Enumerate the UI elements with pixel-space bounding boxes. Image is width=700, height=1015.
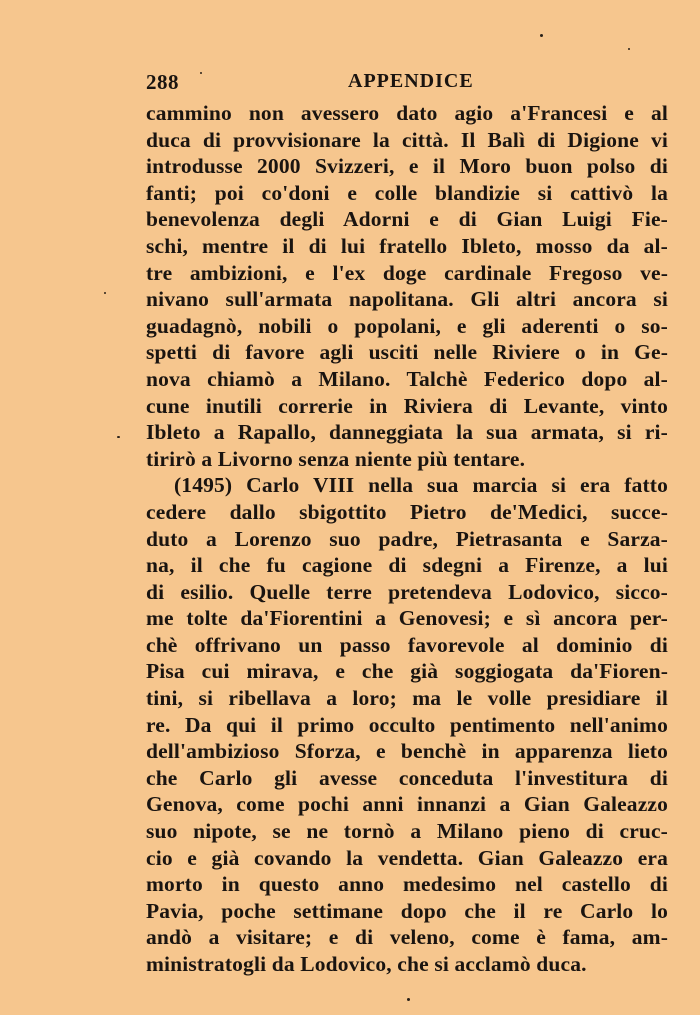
text-line: duca di provvisionare la città. Il Balì di Digione vi <box>146 127 668 152</box>
text-line: guadagnò, nobili o popolani, e gli aderenti o so- <box>146 313 668 338</box>
text-line: re. Da qui il primo occulto pentimento nell'animo <box>146 712 668 737</box>
text-line: me tolte da'Fiorentini a Genovesi; e sì ancora per- <box>146 606 668 631</box>
text-line: cedere dallo sbigottito Pietro de'Medici, succe- <box>146 499 668 524</box>
text-line: che Carlo gli avesse conceduta l'investitura di <box>146 765 668 790</box>
text-line: Pisa cui mirava, e che già soggiogata da'Fioren- <box>146 659 668 684</box>
text-line: nivano sull'armata napolitana. Gli altri ancora si <box>146 287 668 312</box>
paper-speck <box>407 998 410 1001</box>
text-line: ministratogli da Lodovico, che si acclamò duca. <box>146 952 587 976</box>
page-header <box>146 70 668 98</box>
text-line: Pavia, poche settimane dopo che il re Carlo lo <box>146 898 668 923</box>
text-line: benevolenza degli Adorni e di Gian Luigi Fie- <box>146 207 668 232</box>
page-number: 288 <box>146 70 179 94</box>
text-line: Ibleto a Rapallo, danneggiata la sua armata, si ri- <box>146 420 668 445</box>
running-head: APPENDICE <box>348 70 474 92</box>
body-text <box>146 100 668 978</box>
paper-speck <box>104 292 106 294</box>
text-line: spetti di favore agli usciti nelle Riviere o in Ge- <box>146 340 668 365</box>
paragraph-start-line: (1495) Carlo VIII nella sua marcia si era fatto <box>174 473 668 498</box>
text-line: tre ambizioni, e l'ex doge cardinale Fregoso ve- <box>146 260 668 285</box>
text-line: fanti; poi co'doni e colle blandizie si cattivò la <box>146 180 668 205</box>
text-line: cammino non avessero dato agio a'Francesi e al <box>146 101 668 125</box>
text-line: cune inutili correrie in Riviera di Levante, vinto <box>146 393 668 418</box>
text-line: di esilio. Quelle terre pretendeva Lodovico, sicco- <box>146 579 668 604</box>
text-line: duto a Lorenzo suo padre, Pietrasanta e Sarza- <box>146 526 668 551</box>
paper-speck <box>200 72 202 74</box>
text-line: dell'ambizioso Sforza, e benchè in apparenza lieto <box>146 739 668 764</box>
text-line: suo nipote, se ne tornò a Milano pieno di cruc- <box>146 819 668 844</box>
text-line: tini, si ribellava a loro; ma le volle presidiare il <box>146 686 668 711</box>
text-line: chè offrivano un passo favorevole al dominio di <box>146 632 668 657</box>
text-line: cio e già covando la vendetta. Gian Galeazzo era <box>146 845 668 870</box>
paper-speck <box>628 48 630 50</box>
text-line: introdusse 2000 Svizzeri, e il Moro buon polso di <box>146 154 668 179</box>
paper-speck <box>117 436 120 438</box>
text-line: Genova, come pochi anni innanzi a Gian Galeazzo <box>146 792 668 817</box>
text-line: schi, mentre il di lui fratello Ibleto, mosso da al- <box>146 233 668 258</box>
text-line: nova chiamò a Milano. Talchè Federico dopo al- <box>146 366 668 391</box>
text-line: andò a visitare; e di veleno, come è fama, am- <box>146 925 668 950</box>
text-line: morto in questo anno medesimo nel castello di <box>146 872 668 897</box>
text-line: tirirò a Livorno senza niente più tentare. <box>146 446 526 471</box>
paper-speck <box>540 34 543 37</box>
text-line: na, il che fu cagione di sdegni a Firenze, a lui <box>146 553 668 578</box>
